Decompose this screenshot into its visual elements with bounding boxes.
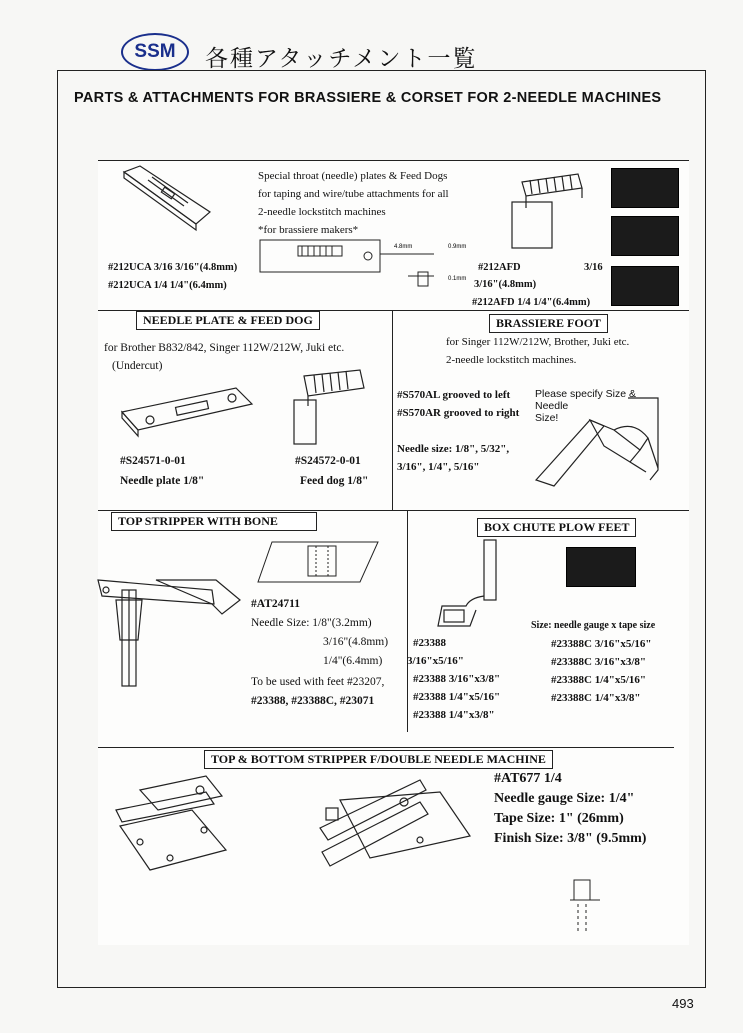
sheet-top-rule bbox=[98, 160, 689, 161]
box-chute-title: BOX CHUTE PLOW FEET bbox=[477, 518, 636, 537]
feed-dog-afd-illustration bbox=[508, 168, 588, 252]
photo-thumb bbox=[611, 168, 679, 208]
feed-dog-size: Feed dog 1/8" bbox=[300, 475, 369, 487]
japanese-title: 各種アタッチメント一覧 bbox=[205, 46, 478, 72]
part-number: #23388 1/4"x5/16" bbox=[413, 691, 501, 703]
dim-label: 0.9mm bbox=[448, 244, 467, 250]
part-number: #23388C 3/16"x3/8" bbox=[551, 656, 647, 668]
throat-desc-line: for taping and wire/tube attachments for all bbox=[258, 188, 449, 200]
desc-line: (Undercut) bbox=[112, 360, 163, 372]
part-number: #23388C 3/16"x5/16" bbox=[551, 638, 652, 650]
throat-plate-illustration bbox=[118, 162, 218, 242]
brassiere-foot-illustration bbox=[530, 390, 675, 490]
at24711-usage bbox=[251, 673, 384, 711]
dim-label: 0.1mm bbox=[448, 276, 467, 282]
needle-plate-part: #S24571-0-01 bbox=[120, 455, 186, 467]
feed-dog-part: #S24572-0-01 bbox=[295, 455, 361, 467]
box-chute-foot-illustration bbox=[430, 536, 510, 636]
box-chute-right-list bbox=[551, 635, 652, 707]
desc-line: for Singer 112W/212W, Brother, Juki etc. bbox=[446, 336, 630, 348]
size-line: Needle Size: 1/8"(3.2mm) bbox=[251, 617, 372, 629]
double-stripper-illustration-left bbox=[110, 770, 240, 880]
usage-line: #23388, #23388C, #23071 bbox=[251, 695, 375, 707]
double-stripper-title: TOP & BOTTOM STRIPPER F/DOUBLE NEEDLE MACHINE bbox=[204, 750, 553, 769]
throat-desc-line: Special throat (needle) plates & Feed Dogs bbox=[258, 170, 448, 182]
needle-plate-illustration bbox=[118, 378, 258, 444]
double-stripper-illustration-right bbox=[300, 772, 476, 882]
section-divider bbox=[407, 510, 408, 732]
part-number: #212UCA 3/16 3/16"(4.8mm) bbox=[108, 262, 238, 273]
needle-size-line: 3/16", 1/4", 5/16" bbox=[397, 461, 480, 473]
afd-1-4: #212AFD 1/4 1/4"(6.4mm) bbox=[472, 297, 591, 308]
s570-parts bbox=[397, 386, 519, 422]
spec-line: Needle gauge Size: 1/4" bbox=[494, 791, 635, 806]
part-number: #23388C 1/4"x5/16" bbox=[551, 674, 647, 686]
needle-plate-size: Needle plate 1/8" bbox=[120, 475, 205, 487]
size-line: 3/16"(4.8mm) bbox=[323, 636, 389, 648]
double-stripper-specs bbox=[494, 769, 646, 849]
ssm-logo: SSM bbox=[121, 33, 189, 71]
part-number: #S570AL grooved to left bbox=[397, 389, 511, 401]
afd-3-16: 3/16 bbox=[584, 262, 603, 273]
box-chute-size-header: Size: needle gauge x tape size bbox=[531, 620, 656, 631]
at24711-part: #AT24711 bbox=[251, 598, 300, 610]
part-number: #S570AR grooved to right bbox=[397, 407, 520, 419]
needle-size-line: Needle size: 1/8", 5/32", bbox=[397, 443, 510, 455]
part-number: #23388 1/4"x3/8" bbox=[413, 709, 495, 721]
spec-line: Tape Size: 1" (26mm) bbox=[494, 811, 624, 826]
section-divider bbox=[392, 310, 393, 510]
throat-dimension-diagram bbox=[258, 236, 478, 296]
desc-line: for Brother B832/842, Singer 112W/212W, Juki etc. bbox=[104, 342, 345, 354]
part-number: 3/16"x5/16" bbox=[407, 655, 464, 667]
brassiere-foot-title: BRASSIERE FOOT bbox=[489, 314, 608, 333]
size-line: 1/4"(6.4mm) bbox=[323, 655, 383, 667]
top-stripper-title: TOP STRIPPER WITH BONE bbox=[111, 512, 317, 531]
part-number: #23388 3/16"x3/8" bbox=[413, 673, 501, 685]
throat-description bbox=[258, 167, 449, 239]
throat-desc-line: *for brassiere makers* bbox=[258, 224, 359, 236]
stripper-tape-diagram bbox=[256, 538, 380, 588]
part-number: #23388 bbox=[413, 637, 446, 649]
afd-part: #212AFD bbox=[478, 262, 521, 273]
note-line: Please specify Size & bbox=[535, 388, 636, 400]
desc-line: 2-needle lockstitch machines. bbox=[446, 354, 577, 366]
brassiere-needle-sizes bbox=[397, 440, 509, 476]
usage-line: To be used with feet #23207, bbox=[251, 676, 385, 688]
note-line: Size! bbox=[535, 412, 559, 424]
spec-line: Finish Size: 3/8" (9.5mm) bbox=[494, 831, 647, 846]
page-number: 493 bbox=[672, 996, 694, 1011]
throat-desc-line: 2-needle lockstitch machines bbox=[258, 206, 386, 218]
stripper-detail-sketch bbox=[560, 870, 610, 940]
spec-line: #AT677 1/4 bbox=[494, 771, 562, 786]
note-line: Needle bbox=[535, 400, 569, 412]
top-stripper-illustration bbox=[92, 560, 252, 690]
needle-plate-title: NEEDLE PLATE & FEED DOG bbox=[136, 311, 320, 330]
part-number: #23388C 1/4"x3/8" bbox=[551, 692, 641, 704]
section-divider bbox=[98, 510, 689, 511]
box-chute-left-list bbox=[407, 634, 501, 724]
brassiere-foot-desc bbox=[446, 333, 629, 369]
photo-thumb bbox=[611, 216, 679, 256]
afd-3-16-mm: 3/16"(4.8mm) bbox=[474, 279, 537, 290]
part-number: #212UCA 1/4 1/4"(6.4mm) bbox=[108, 280, 227, 291]
throat-parts-left bbox=[108, 259, 237, 295]
section-divider bbox=[98, 747, 674, 748]
photo-thumb bbox=[566, 547, 636, 587]
dim-label: 4.8mm bbox=[394, 244, 413, 250]
at24711-sizes bbox=[251, 614, 388, 671]
photo-thumb bbox=[611, 266, 679, 306]
feed-dog-illustration bbox=[288, 366, 372, 448]
main-title: PARTS & ATTACHMENTS FOR BRASSIERE & CORSET FOR 2-NEEDLE MACHINES bbox=[74, 90, 662, 106]
